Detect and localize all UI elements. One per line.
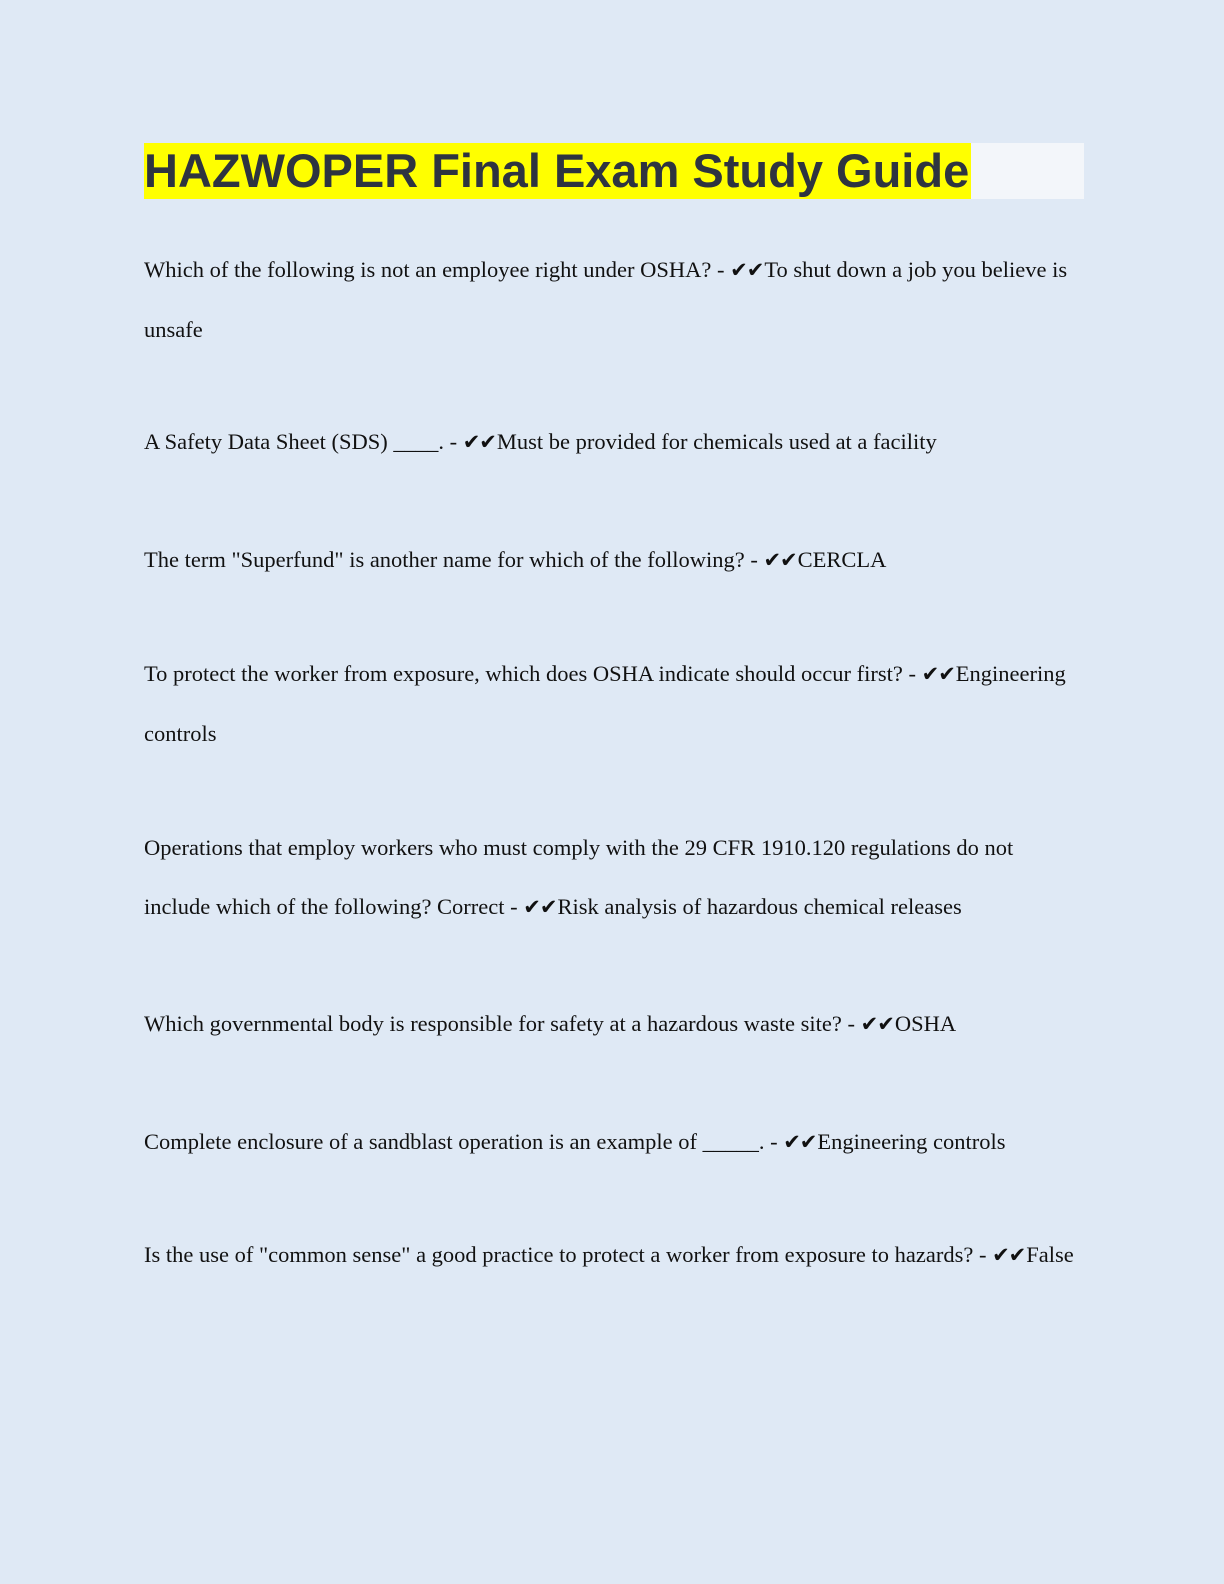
answer-text: Engineering controls [144,661,1066,746]
check-mark-icon: ✔✔ [462,430,496,454]
check-mark-icon: ✔✔ [783,1130,817,1154]
answer-text: Engineering controls [817,1129,1006,1154]
qa-item-2 [144,412,1084,472]
answer-text: False [1026,1242,1074,1267]
qa-item-8 [144,1225,1084,1285]
qa-item-3 [144,530,1084,590]
check-mark-icon: ✔✔ [523,895,557,919]
qa-item-1 [144,240,1084,359]
check-mark-icon: ✔✔ [730,258,764,282]
check-mark-icon: ✔✔ [860,1012,894,1036]
qa-item-4 [144,644,1084,763]
question-text: A Safety Data Sheet (SDS) ____. - [144,429,463,454]
answer-text: To shut down a job you believe is unsafe [144,257,1068,342]
check-mark-icon: ✔✔ [763,548,797,572]
check-mark-icon: ✔✔ [921,662,955,686]
qa-item-5 [144,818,1084,937]
answer-text: Risk analysis of hazardous chemical releases [557,894,962,919]
document-title: HAZWOPER Final Exam Study Guide [144,144,970,197]
answer-text: OSHA [894,1011,957,1036]
question-text: Complete enclosure of a sandblast operation is an example of _____. - [144,1129,784,1154]
question-text: Is the use of "common sense" a good practice to protect a worker from exposure to hazards? - [144,1242,993,1267]
qa-item-6 [144,994,1084,1054]
answer-text: CERCLA [797,547,887,572]
qa-item-7 [144,1112,1084,1172]
answer-text: Must be provided for chemicals used at a facility [496,429,937,454]
check-mark-icon: ✔✔ [992,1243,1026,1267]
question-text: Which of the following is not an employee right under OSHA? - [144,257,731,282]
question-text: The term "Superfund" is another name for which of the following? - [144,547,764,572]
question-text: Which governmental body is responsible for safety at a hazardous waste site? - [144,1011,861,1036]
question-text: Operations that employ workers who must comply with the 29 CFR 1910.120 regulations do not include which of the following? Correct - [144,835,1014,919]
question-text: To protect the worker from exposure, which does OSHA indicate should occur first? - [144,661,922,686]
